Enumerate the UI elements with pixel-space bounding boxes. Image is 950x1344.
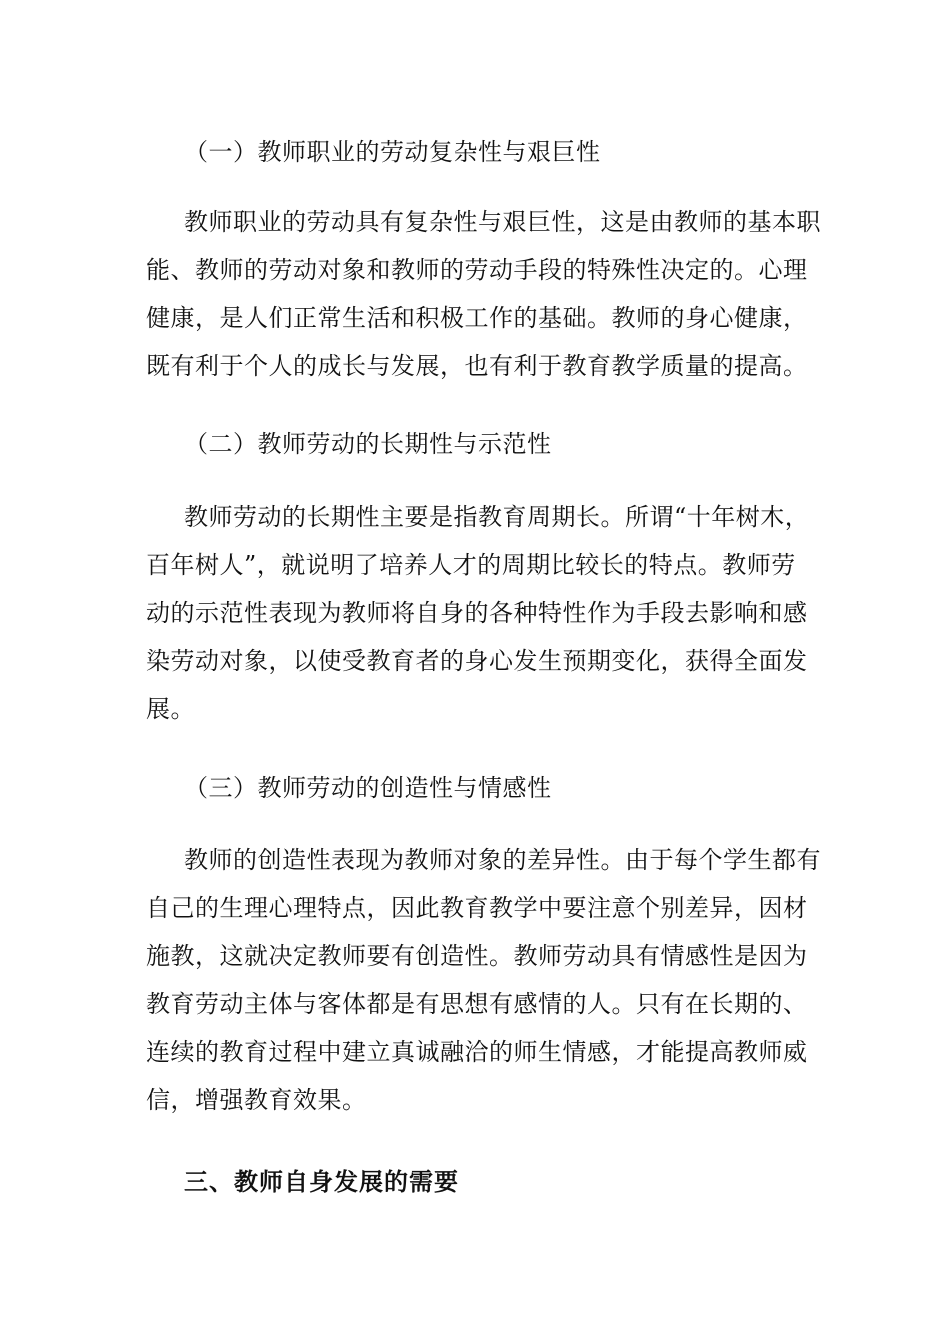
- section-heading-3: （三）教师劳动的创造性与情感性: [184, 774, 552, 802]
- paragraph-line: 施教，这就决定教师要有创造性。教师劳动具有情感性是因为: [146, 942, 808, 970]
- paragraph-3: [146, 836, 821, 1124]
- paragraph-2: [146, 493, 810, 733]
- paragraph-line: 连续的教育过程中建立真诚融洽的师生情感，才能提高教师威: [146, 1038, 808, 1066]
- paragraph-line: 教师劳动的长期性主要是指教育周期长。所谓“十年树木，: [184, 503, 810, 531]
- section-heading-2: （二）教师劳动的长期性与示范性: [184, 430, 552, 458]
- paragraph-1: [146, 198, 821, 390]
- paragraph-line: 自己的生理心理特点，因此教育教学中要注意个别差异，因材: [146, 894, 808, 922]
- paragraph-line: 信，增强教育效果。: [146, 1086, 367, 1114]
- paragraph-line: 教师的创造性表现为教师对象的差异性。由于每个学生都有: [184, 846, 821, 874]
- paragraph-line: 教师职业的劳动具有复杂性与艰巨性，这是由教师的基本职: [184, 208, 821, 236]
- paragraph-line: 健康，是人们正常生活和积极工作的基础。教师的身心健康，: [146, 304, 808, 332]
- paragraph-line: 展。: [146, 695, 195, 723]
- paragraph-line: 既有利于个人的成长与发展，也有利于教育教学质量的提高。: [146, 352, 808, 380]
- paragraph-line: 能、教师的劳动对象和教师的劳动手段的特殊性决定的。心理: [146, 256, 808, 284]
- paragraph-line: 染劳动对象，以使受教育者的身心发生预期变化，获得全面发: [146, 647, 808, 675]
- paragraph-line: 百年树人”，就说明了培养人才的周期比较长的特点。教师劳: [146, 551, 796, 579]
- paragraph-line: 动的示范性表现为教师将自身的各种特性作为手段去影响和感: [146, 599, 808, 627]
- paragraph-line: 教育劳动主体与客体都是有思想有感情的人。只有在长期的、: [146, 990, 808, 1018]
- section-heading-1: （一）教师职业的劳动复杂性与艰巨性: [184, 138, 601, 166]
- major-heading: 三、教师自身发展的需要: [184, 1167, 459, 1196]
